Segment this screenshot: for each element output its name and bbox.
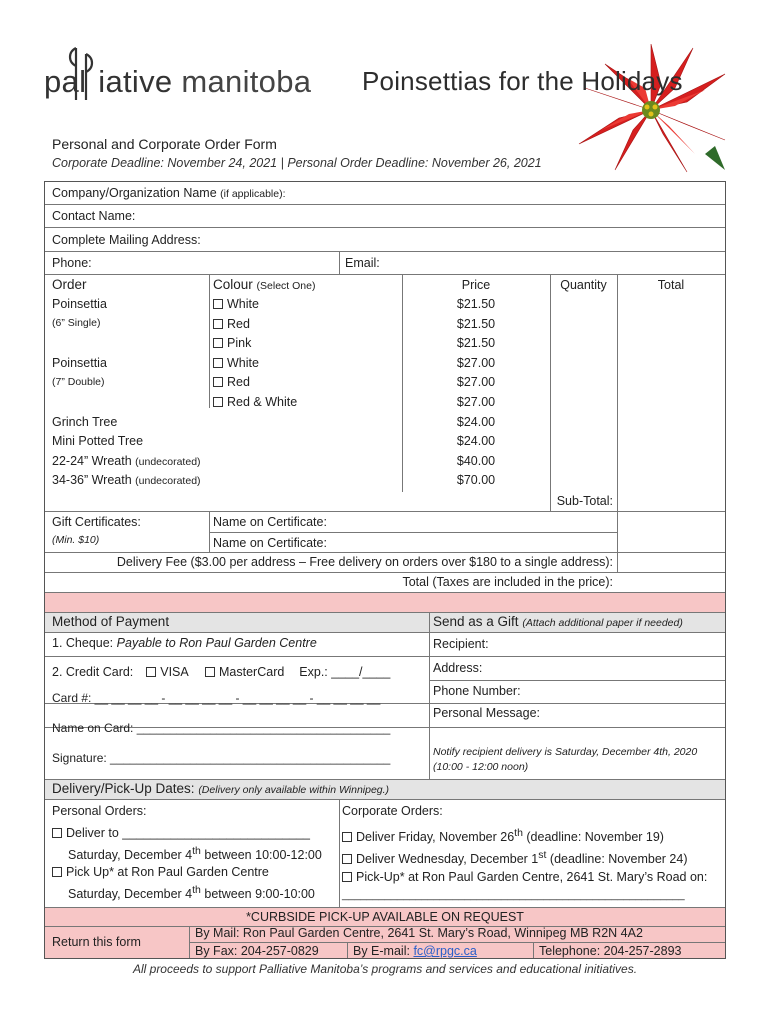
email-link[interactable]: fc@rpgc.ca: [413, 944, 477, 958]
price-cell: $21.50: [456, 336, 496, 350]
corporate-friday-option[interactable]: Deliver Friday, November 26th (deadline: November 19): [342, 824, 664, 846]
poinsettia-6-label: Poinsettia: [52, 297, 107, 311]
phone-field[interactable]: Phone:: [52, 256, 92, 270]
logo-text-pal: pal: [44, 64, 87, 99]
colour-option-6-white[interactable]: White: [213, 295, 259, 313]
recipient-field[interactable]: Recipient:: [433, 637, 489, 651]
colour-option-6-pink[interactable]: Pink: [213, 334, 251, 352]
mailing-address-field[interactable]: Complete Mailing Address:: [52, 233, 201, 247]
visa-checkbox[interactable]: VISA: [146, 665, 188, 679]
item-grinch-tree: Grinch Tree: [52, 415, 118, 429]
checkbox-icon[interactable]: [213, 358, 223, 368]
notify-recipient-note: Notify recipient delivery is Saturday, December 4th, 2020 (10:00 - 12:00 noon): [433, 746, 698, 773]
deadline-note: Corporate Deadline: November 24, 2021 | Personal Order Deadline: November 26, 2021: [52, 156, 542, 170]
item-wreath-22-24: 22-24” Wreath (undecorated): [52, 454, 201, 468]
total-label: Total (Taxes are included in the price):: [402, 575, 613, 589]
subtotal-label: Sub-Total:: [556, 494, 613, 508]
poinsettia-7-size: (7” Double): [52, 376, 105, 388]
poinsettia-7-label: Poinsettia: [52, 356, 107, 370]
recipient-address-field[interactable]: Address:: [433, 661, 483, 675]
logo-text-manitoba: manitoba: [181, 64, 312, 99]
recipient-phone-field[interactable]: Phone Number:: [433, 684, 521, 698]
checkbox-icon[interactable]: [52, 867, 62, 877]
colour-column-header: Colour (Select One): [213, 277, 316, 292]
return-form-label: Return this form: [52, 935, 141, 949]
colour-option-7-white[interactable]: White: [213, 354, 259, 372]
colour-option-7-red-white[interactable]: Red & White: [213, 393, 297, 411]
credit-card-option: 2. Credit Card: VISA MasterCard Exp.: ____/____: [52, 665, 391, 679]
logo-text-iative: iative: [98, 64, 173, 99]
checkbox-icon[interactable]: [342, 832, 352, 842]
personal-pickup-option[interactable]: Pick Up* at Ron Paul Garden Centre: [52, 863, 269, 881]
checkbox-icon[interactable]: [342, 854, 352, 864]
personal-orders-label: Personal Orders:: [52, 804, 147, 818]
curbside-note: *CURBSIDE PICK-UP AVAILABLE ON REQUEST: [246, 910, 524, 924]
palliative-manitoba-logo: [44, 44, 314, 112]
price-cell: $40.00: [456, 454, 496, 468]
checkbox-icon[interactable]: [213, 319, 223, 329]
colour-option-7-red[interactable]: Red: [213, 373, 250, 391]
checkbox-icon[interactable]: [205, 667, 215, 677]
checkbox-icon[interactable]: [213, 299, 223, 309]
pink-separator-band: [45, 592, 725, 612]
checkbox-icon[interactable]: [213, 338, 223, 348]
name-on-card-field[interactable]: Name on Card: ______________________________________: [52, 721, 391, 735]
checkbox-icon[interactable]: [213, 397, 223, 407]
personal-pickup-date: Saturday, December 4th between 9:00-10:00: [68, 884, 315, 902]
price-cell: $70.00: [456, 473, 496, 487]
colour-option-6-red[interactable]: Red: [213, 315, 250, 333]
poinsettia-6-size: (6” Single): [52, 317, 101, 329]
card-number-field[interactable]: Card #: __ __ __ __ - __ __ __ __ - __ __ __ __ - __ __ __ __: [52, 691, 381, 705]
expiry-field[interactable]: Exp.: ____/____: [299, 665, 391, 679]
price-cell: $27.00: [456, 395, 496, 409]
checkbox-icon[interactable]: [342, 872, 352, 882]
mastercard-checkbox[interactable]: MasterCard: [205, 665, 284, 679]
cheque-option: 1. Cheque: Payable to Ron Paul Garden Centre: [52, 636, 317, 650]
personal-message-field[interactable]: Personal Message:: [433, 706, 541, 720]
delivery-fee-label: Delivery Fee ($3.00 per address – Free delivery on orders over $180 to a single address):: [116, 555, 613, 569]
price-cell: $21.50: [456, 297, 496, 311]
personal-deliver-date: Saturday, December 4th between 10:00-12:00: [68, 845, 322, 863]
price-cell: $24.00: [456, 434, 496, 448]
company-name-field[interactable]: Company/Organization Name (if applicable):: [52, 186, 286, 200]
corporate-wednesday-option[interactable]: Deliver Wednesday, December 1st (deadline: November 24): [342, 846, 687, 868]
checkbox-icon[interactable]: [146, 667, 156, 677]
price-cell: $27.00: [456, 375, 496, 389]
price-cell: $24.00: [456, 415, 496, 429]
quantity-column-header: Quantity: [560, 278, 607, 292]
form-subtitle: Personal and Corporate Order Form: [52, 136, 277, 152]
email-field[interactable]: Email:: [345, 256, 380, 270]
corporate-pickup-date-line[interactable]: ________________________________________________________: [342, 889, 685, 901]
return-by-fax: By Fax: 204-257-0829: [195, 944, 319, 958]
corporate-pickup-option[interactable]: Pick-Up* at Ron Paul Garden Centre, 2641 St. Mary’s Road on:: [342, 868, 707, 886]
item-wreath-34-36: 34-36” Wreath (undecorated): [52, 473, 201, 487]
gift-header: Send as a Gift (Attach additional paper if needed): [433, 614, 683, 629]
return-by-mail: By Mail: Ron Paul Garden Centre, 2641 St. Mary’s Road, Winnipeg MB R2N 4A2: [195, 926, 643, 940]
total-column-header: Total: [657, 278, 685, 292]
certificate-name-field-2[interactable]: Name on Certificate:: [213, 536, 327, 550]
signature-field[interactable]: Signature: __________________________________________: [52, 751, 391, 765]
corporate-orders-label: Corporate Orders:: [342, 804, 443, 818]
delivery-header: Delivery/Pick-Up Dates: (Delivery only available within Winnipeg.): [52, 781, 390, 796]
gift-certificates-minimum: (Min. $10): [52, 534, 100, 546]
gift-certificates-label: Gift Certificates:: [52, 515, 141, 529]
contact-name-field[interactable]: Contact Name:: [52, 209, 136, 223]
personal-deliver-option[interactable]: Deliver to ___________________________: [52, 824, 310, 842]
page-title: Poinsettias for the Holidays: [362, 66, 683, 96]
item-mini-potted-tree: Mini Potted Tree: [52, 434, 144, 448]
price-column-header: Price: [461, 278, 491, 292]
checkbox-icon[interactable]: [213, 377, 223, 387]
order-form: [44, 181, 726, 959]
price-cell: $27.00: [456, 356, 496, 370]
checkbox-icon[interactable]: [52, 828, 62, 838]
certificate-name-field-1[interactable]: Name on Certificate:: [213, 515, 327, 529]
order-column-header: Order: [52, 277, 87, 292]
return-by-email: By E-mail: fc@rpgc.ca: [353, 944, 477, 958]
price-cell: $21.50: [456, 317, 496, 331]
poinsettia-image: [575, 44, 727, 174]
return-telephone: Telephone: 204-257-2893: [539, 944, 682, 958]
footer-note: All proceeds to support Palliative Manitoba’s programs and services and educational initiatives.: [132, 962, 638, 976]
payment-header: Method of Payment: [52, 614, 170, 629]
